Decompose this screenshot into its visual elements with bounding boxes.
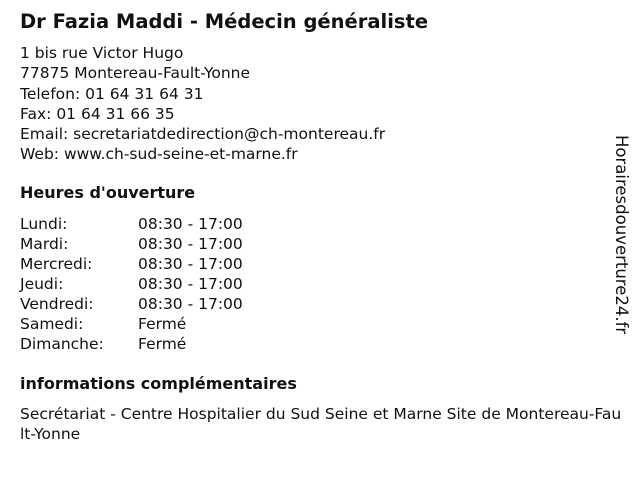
day-label: Samedi: [20, 315, 84, 333]
additional-info-text: Secrétariat - Centre Hospitalier du Sud Seine et Marne Site de Montereau-Fault-Yonne [20, 405, 622, 443]
opening-hours-heading: Heures d'ouverture [20, 183, 196, 202]
contact-block [20, 43, 385, 165]
phone-number: Telefon: 01 64 31 64 31 [20, 84, 204, 103]
additional-info-heading: informations complémentaires [20, 374, 297, 393]
day-label: Vendredi: [20, 295, 94, 313]
day-label: Lundi: [20, 215, 68, 233]
time-value: 08:30 - 17:00 [138, 255, 243, 273]
time-value: Fermé [138, 335, 187, 353]
time-value: 08:30 - 17:00 [138, 235, 243, 253]
site-watermark: Horairesdouverture24.fr [612, 135, 631, 335]
address-street: 1 bis rue Victor Hugo [20, 44, 184, 62]
time-value: 08:30 - 17:00 [138, 295, 243, 313]
day-label: Jeudi: [20, 275, 64, 293]
time-value: Fermé [138, 315, 187, 333]
website-address: Web: www.ch-sud-seine-et-marne.fr [20, 145, 298, 164]
address-city: 77875 Montereau-Fault-Yonne [20, 64, 251, 83]
email-address: Email: secretariatdedirection@ch-montereau.fr [20, 125, 386, 144]
time-value: 08:30 - 17:00 [138, 215, 243, 233]
time-value: 08:30 - 17:00 [138, 275, 243, 293]
day-label: Dimanche: [20, 335, 104, 353]
page-title: Dr Fazia Maddi - Médecin généraliste [20, 10, 429, 33]
day-label: Mercredi: [20, 255, 93, 273]
day-label: Mardi: [20, 235, 69, 253]
fax-number: Fax: 01 64 31 66 35 [20, 104, 175, 123]
